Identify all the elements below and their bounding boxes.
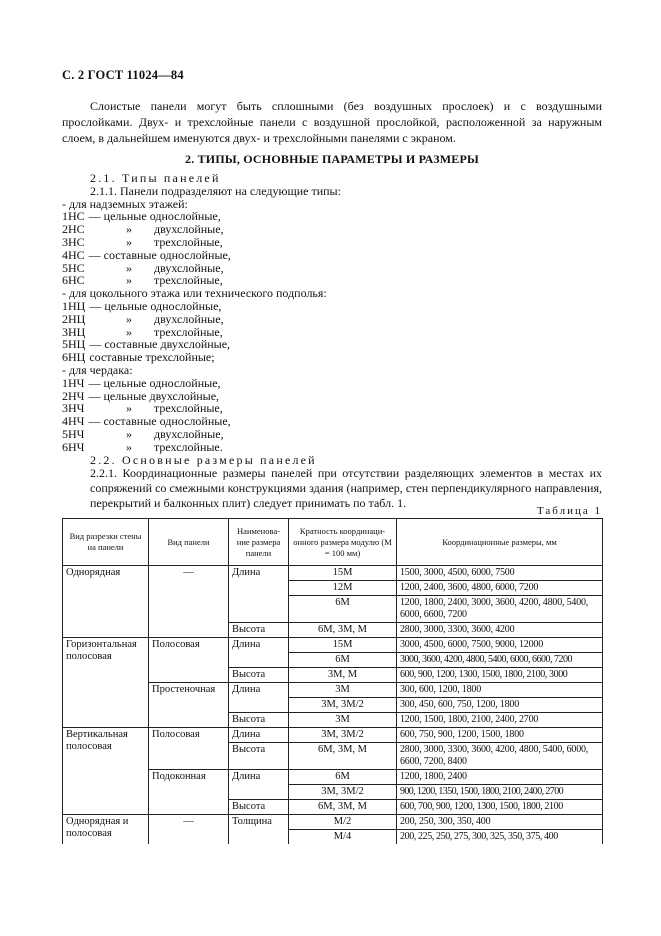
values-cell: 1200, 1500, 1800, 2100, 2400, 2700 <box>397 713 603 728</box>
panel-type-cell: Простеночная <box>149 683 229 728</box>
cut-type-cell: Вертикальная полосовая <box>63 728 149 815</box>
table-row <box>63 638 603 653</box>
type-description: трехслойные, <box>154 273 223 288</box>
ditto-mark: » <box>126 273 132 288</box>
size-name-cell: Длина <box>229 683 289 713</box>
multiplicity-cell: 3М, 3М/2 <box>289 728 397 743</box>
type-description: — составные однослойные, <box>88 247 231 262</box>
list-item <box>62 262 602 275</box>
type-code: 5НЦ <box>62 337 86 352</box>
type-code: 4НЧ <box>62 414 85 429</box>
values-cell: 200, 225, 250, 275, 300, 325, 350, 375, 400 <box>397 830 603 845</box>
type-code: 6НЦ <box>62 350 86 365</box>
ditto-mark: » <box>126 401 132 416</box>
type-description: — цельные однослойные, <box>89 298 222 313</box>
size-name-cell: Высота <box>229 713 289 728</box>
group-label-attic: - для чердака: <box>62 362 133 377</box>
type-code: 1НЧ <box>62 375 85 390</box>
type-description: двухслойные, <box>154 260 224 275</box>
multiplicity-cell: 3М <box>289 683 397 698</box>
panel-type-cell: Полосовая <box>149 638 229 683</box>
multiplicity-cell: 3М <box>289 713 397 728</box>
ditto-mark: » <box>126 311 132 326</box>
list-item <box>62 223 602 236</box>
cut-type-cell: Горизонтальная полосовая <box>63 638 149 728</box>
col-size-name: Наименова-ние размера панели <box>229 519 289 566</box>
ditto-mark: » <box>126 439 132 454</box>
size-name-cell: Высота <box>229 668 289 683</box>
values-cell: 1500, 3000, 4500, 6000, 7500 <box>397 566 603 581</box>
basement-types <box>62 300 602 364</box>
ditto-mark: » <box>126 260 132 275</box>
list-item <box>62 210 602 223</box>
multiplicity-cell: 6М <box>289 653 397 668</box>
type-code: 1НЦ <box>62 298 86 313</box>
type-description: — цельные однослойные, <box>88 375 221 390</box>
values-cell: 3000, 3600, 4200, 4800, 5400, 6000, 6600, 7200 <box>397 653 603 668</box>
subsection-2-1: 2.1. Типы панелей <box>90 171 221 185</box>
size-name-cell: Высота <box>229 623 289 638</box>
panel-type-cell: — <box>149 815 229 845</box>
subsection-2-2-1: 2.2.1. Координационные размеры панелей при отсутствии разделяющих элементов в местах их сопряжений со смежными конструкциями здания (например, стен перпендикулярного направления, перекрытий и балконных плит) следует принимать по табл. 1. <box>90 466 602 511</box>
table-caption: Таблица 1 <box>536 505 602 517</box>
panel-type-cell: Полосовая <box>149 728 229 770</box>
sizes-table <box>62 518 603 844</box>
type-code: 3НЧ <box>62 401 85 416</box>
multiplicity-cell: М/4 <box>289 830 397 845</box>
size-name-cell: Длина <box>229 566 289 623</box>
cut-type-cell: Однорядная и полосовая <box>63 815 149 845</box>
values-cell: 200, 250, 300, 350, 400 <box>397 815 603 830</box>
type-code: 4НС <box>62 247 85 262</box>
col-panel-type: Вид панели <box>149 519 229 566</box>
intro-text: Слоистые панели могут быть сплошными (без воздушных прослоек) и с воздушными прослойками. Двух- и трехслойные панели с воздушной прослойкой, расположенной за наружным слоем, в дальнейшем именуются двух- и трехслойными панелями с экраном. <box>62 99 602 145</box>
type-code: 2НЦ <box>62 311 86 326</box>
above-ground-types <box>62 210 602 287</box>
values-cell: 1200, 1800, 2400, 3000, 3600, 4200, 4800, 5400, 6000, 6600, 7200 <box>397 596 603 623</box>
values-cell: 600, 700, 900, 1200, 1300, 1500, 1800, 2100 <box>397 800 603 815</box>
multiplicity-cell: 6М, 3М, М <box>289 800 397 815</box>
multiplicity-cell: 6М <box>289 596 397 623</box>
multiplicity-cell: 3М, 3М/2 <box>289 785 397 800</box>
list-item <box>62 300 602 313</box>
type-description: трехслойные, <box>154 234 223 249</box>
panel-type-cell: — <box>149 566 229 638</box>
table-row <box>63 728 603 743</box>
type-code: 5НЧ <box>62 426 85 441</box>
values-cell: 2800, 3000, 3300, 3600, 4200, 4800, 5400, 6000, 6600, 7200, 8400 <box>397 743 603 770</box>
multiplicity-cell: 6М, 3М, М <box>289 743 397 770</box>
col-cut-type: Вид разрезки стены на панели <box>63 519 149 566</box>
list-item <box>62 249 602 262</box>
multiplicity-cell: 6М, 3М, М <box>289 623 397 638</box>
size-name-cell: Высота <box>229 743 289 770</box>
size-name-cell: Длина <box>229 728 289 743</box>
multiplicity-cell: 3М, 3М/2 <box>289 698 397 713</box>
type-description: — цельные двухслойные, <box>88 388 220 403</box>
col-coord-sizes: Координационные размеры, мм <box>397 519 603 566</box>
table-header-row <box>63 519 603 566</box>
type-description: составные трехслойные; <box>89 350 215 365</box>
cut-type-cell: Однорядная <box>63 566 149 638</box>
subsection-2-1-1: 2.1.1. Панели подразделяют на следующие типы: <box>90 183 341 198</box>
type-description: трехслойные, <box>154 401 223 416</box>
size-name-cell: Толщина <box>229 815 289 845</box>
section-title: 2. ТИПЫ, ОСНОВНЫЕ ПАРАМЕТРЫ И РАЗМЕРЫ <box>185 152 479 166</box>
values-cell: 600, 750, 900, 1200, 1500, 1800 <box>397 728 603 743</box>
type-code: 2НС <box>62 222 85 237</box>
type-code: 2НЧ <box>62 388 85 403</box>
values-cell: 900, 1200, 1350, 1500, 1800, 2100, 2400, 2700 <box>397 785 603 800</box>
list-item <box>62 415 602 428</box>
ditto-mark: » <box>126 234 132 249</box>
values-cell: 300, 450, 600, 750, 1200, 1800 <box>397 698 603 713</box>
attic-types <box>62 377 602 454</box>
multiplicity-cell: 6М <box>289 770 397 785</box>
intro-paragraph <box>62 98 602 146</box>
size-name-cell: Длина <box>229 770 289 800</box>
subsection-2-2: 2.2. Основные размеры панелей <box>90 452 317 467</box>
types-list <box>62 172 602 511</box>
col-multiplicity: Кратность координаци-онного размера модулю (М = 100 мм) <box>289 519 397 566</box>
multiplicity-cell: 3М, М <box>289 668 397 683</box>
type-code: 5НС <box>62 260 85 275</box>
type-description: — составные однослойные, <box>88 414 231 429</box>
multiplicity-cell: 12М <box>289 581 397 596</box>
page-header: С. 2 ГОСТ 11024—84 <box>62 68 184 82</box>
ditto-mark: » <box>126 426 132 441</box>
group-label-above: - для надземных этажей: <box>62 196 188 211</box>
list-item <box>62 428 602 441</box>
table-row <box>63 815 603 830</box>
type-code: 3НС <box>62 234 85 249</box>
type-description: — составные двухслойные, <box>89 337 231 352</box>
type-code: 6НЧ <box>62 439 85 454</box>
list-item <box>62 313 602 326</box>
type-description: двухслойные, <box>154 311 224 326</box>
table-row <box>63 566 603 581</box>
type-code: 3НЦ <box>62 324 86 339</box>
values-cell: 600, 900, 1200, 1300, 1500, 1800, 2100, 3000 <box>397 668 603 683</box>
multiplicity-cell: 15М <box>289 566 397 581</box>
panel-type-cell: Подоконная <box>149 770 229 815</box>
values-cell: 2800, 3000, 3300, 3600, 4200 <box>397 623 603 638</box>
values-cell: 300, 600, 1200, 1800 <box>397 683 603 698</box>
values-cell: 1200, 1800, 2400 <box>397 770 603 785</box>
type-description: трехслойные, <box>154 324 223 339</box>
multiplicity-cell: М/2 <box>289 815 397 830</box>
type-description: двухслойные, <box>154 426 224 441</box>
group-label-basement: - для цокольного этажа или технического подполья: <box>62 286 327 301</box>
list-item <box>62 351 602 364</box>
ditto-mark: » <box>126 222 132 237</box>
type-code: 6НС <box>62 273 85 288</box>
list-item <box>62 390 602 403</box>
type-description: двухслойные, <box>154 222 224 237</box>
values-cell: 1200, 2400, 3600, 4800, 6000, 7200 <box>397 581 603 596</box>
type-description: трехслойные. <box>154 439 223 454</box>
list-item <box>62 441 602 454</box>
size-name-cell: Длина <box>229 638 289 668</box>
values-cell: 3000, 4500, 6000, 7500, 9000, 12000 <box>397 638 603 653</box>
ditto-mark: » <box>126 324 132 339</box>
multiplicity-cell: 15М <box>289 638 397 653</box>
type-description: — цельные однослойные, <box>88 209 221 224</box>
type-code: 1НС <box>62 209 85 224</box>
size-name-cell: Высота <box>229 800 289 815</box>
